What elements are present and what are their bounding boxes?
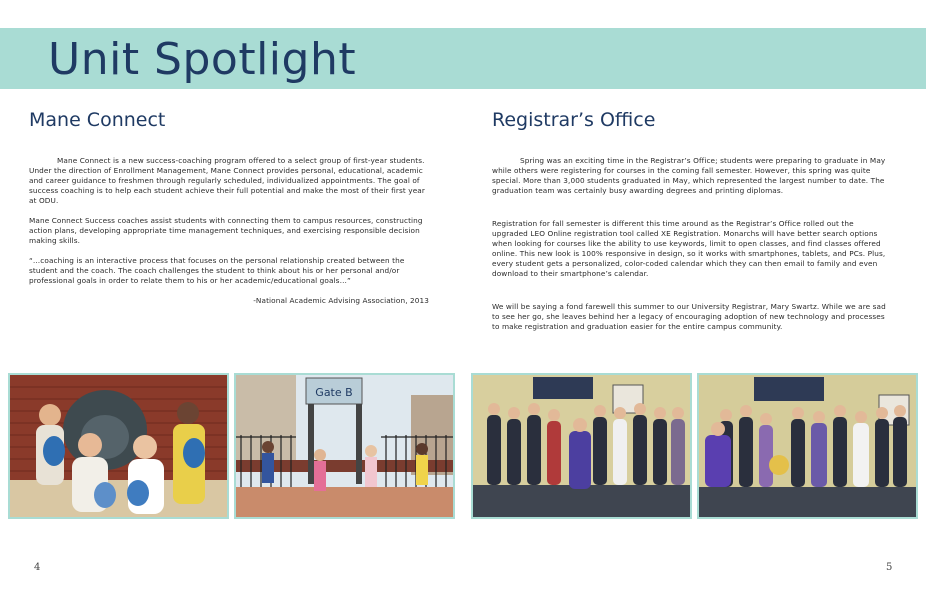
mane-connect-body: [29, 156, 429, 306]
registrar-paragraph-1: Spring was an exciting time in the Registrar’s Office; students were preparing to graduate in May while others were registering for courses in the coming fall semester. However, this spring was quite special. More than 3,000 students graduated in May, which represented the largest number to date. The graduation team was certainly busy awarding degrees and printing diplomas.: [492, 156, 886, 195]
mane-connect-quote: “…coaching is an interactive process that focuses on the personal relationship created between the student and the coach. The coach challenges the student to think about his or her personal and/or professional goals in order to relate them to his or her academic/educational goals…”: [29, 256, 405, 285]
photo-lion-statue-group: [8, 373, 229, 519]
registrar-body: [492, 156, 889, 332]
registrar-group-1-image: [473, 375, 690, 517]
lion-statue-group-image: [10, 375, 227, 517]
page-number-right: 5: [886, 562, 893, 573]
mane-connect-heading: Mane Connect: [29, 109, 166, 131]
photo-gate-b-students: [234, 373, 455, 519]
quote-attribution: -National Academic Advising Association, 2013: [253, 296, 429, 305]
photo-registrar-group-2: [697, 373, 918, 519]
photo-registrar-group-1: [471, 373, 692, 519]
title-banner: [0, 28, 926, 89]
gate-sign-text: Gate B: [315, 386, 353, 399]
page-number-left: 4: [34, 562, 41, 573]
registrar-group-2-image: [699, 375, 916, 517]
gate-b-students-image: [236, 375, 453, 517]
mane-connect-paragraph-2: Mane Connect Success coaches assist students with connecting them to campus resources, constructing action plans, developing appropriate time management techniques, and exercising responsible decision making skills.: [29, 216, 423, 245]
registrar-paragraph-2: Registration for fall semester is different this time around as the Registrar’s Office rolled out the upgraded LEO Online registration tool called XE Registration. Monarchs will have better search options when looking for courses like the ability to use keywords, limit to open classes, and find classes offered online. This new look is 100% responsive in design, so it works with smartphones, tablets, and PCs. Plus, every student gets a personalized, color-coded calendar which they can then email to family and even download to their smartphone’s calendar.: [492, 219, 886, 278]
registrar-paragraph-3: We will be saying a fond farewell this summer to our University Registrar, Mary Swartz. While we are sad to see her go, she leaves behind her a legacy of encouraging adoption of new technology and processes to make registration and graduation easier for the entire campus community.: [492, 302, 886, 331]
page-title: Unit Spotlight: [48, 34, 357, 85]
registrar-heading: Registrar’s Office: [492, 109, 656, 131]
mane-connect-paragraph-1: Mane Connect is a new success-coaching program offered to a select group of first-year students. Under the direction of Enrollment Management, Mane Connect provides personal, educational, academic and career guidance to freshmen through regularly scheduled, individualized appointments. The goal of success coaching is to help each student achieve their full potential and make the most of their first year at ODU.: [29, 156, 425, 205]
